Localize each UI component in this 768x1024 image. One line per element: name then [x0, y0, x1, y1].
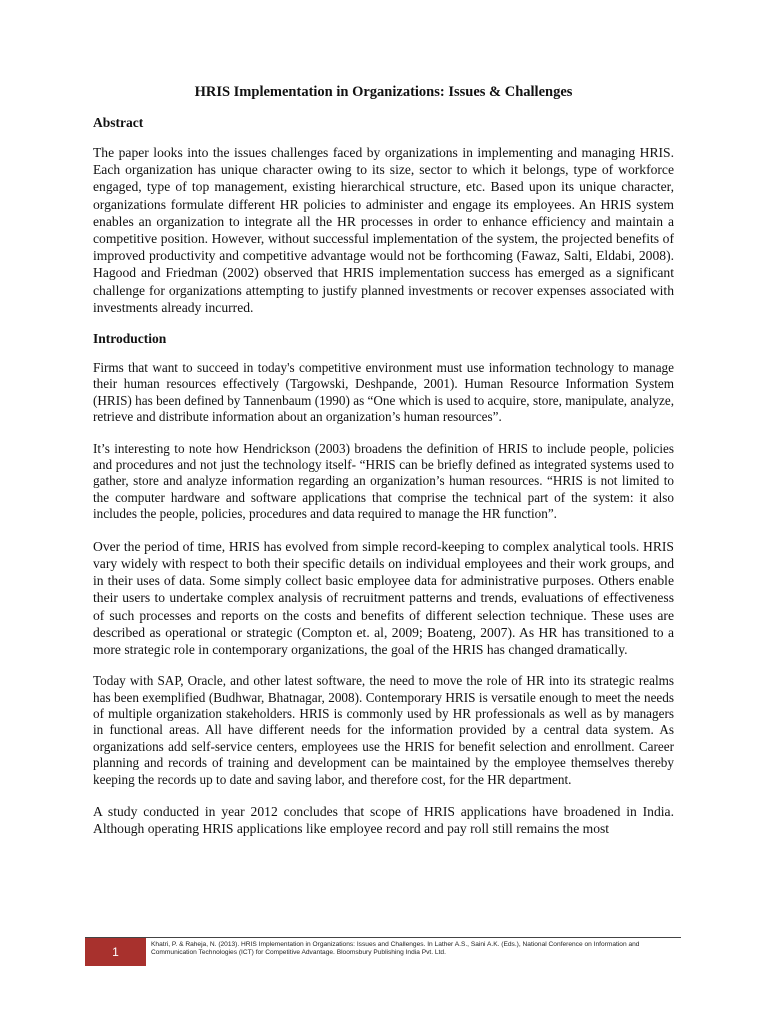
intro-paragraph-2: It’s interesting to note how Hendrickson (2003) broadens the definition of HRIS to include people, policies and procedures and not just the technology itself- “HRIS can be briefly defined as integrated systems used to gather, store and analyze information regarding an organization’s human resources. “HRIS is not limited to the computer hardware and software applications that comprise the technical part of the system: it also includes the people, policies, procedures and data required to manage the HR function”. [93, 440, 674, 522]
intro-paragraph-1: Firms that want to succeed in today's competitive environment must use information technology to manage their human resources effectively (Targowski, Deshpande, 2001). Human Resource Information System (HRIS) has been defined by Tannenbaum (1990) as “One which is used to acquire, store, manipulate, analyze, retrieve and distribute information about an organization’s human resources”. [93, 360, 674, 425]
intro-paragraph-4: Today with SAP, Oracle, and other latest software, the need to move the role of HR into its strategic realms has been exemplified (Budhwar, Bhatnagar, 2008). Contemporary HRIS is versatile enough to meet the needs of multiple organization stakeholders. HRIS is commonly used by HR professionals as well as by managers in functional areas. All have different needs for the information provided by a central data system. As organizations add self-service centers, employees use the HRIS for benefit selection and enrollment. Career planning and records of training and development can be maintained by the employee themselves thereby keeping the records up to date and saving labor, and therefore cost, for the HR department. [93, 673, 674, 787]
document-page [93, 84, 674, 852]
page-number-badge: 1 [85, 938, 146, 966]
intro-paragraph-3: Over the period of time, HRIS has evolved from simple record-keeping to complex analytical tools. HRIS vary widely with respect to both their specific details on individual employees and their work groups, and in their uses of data. Some simply collect basic employee data for administrative purposes. Others enable their users to undertake complex analysis of recruitment patterns and trends, evaluations of effectiveness of such processes and reports on the costs and benefits of different selection technique. These uses are described as operational or strategic (Compton et. al, 2009; Boateng, 2007). As HR has transitioned to a more strategic role in contemporary organizations, the goal of the HRIS has changed dramatically. [93, 538, 674, 657]
intro-paragraph-5: A study conducted in year 2012 concludes that scope of HRIS applications have broadened in India. Although operating HRIS applications like employee record and pay roll still remains the most [93, 803, 674, 837]
footer-divider [85, 937, 681, 938]
footer-citation: Khatri, P. & Raheja, N. (2013). HRIS Implementation in Organizations: Issues and Challenges. In Lather A.S., Saini A.K. (Eds.), National Conference on Information and Communication Technologies (ICT) for Competitive Advantage. Bloomsbury Publishing India Pvt. Ltd. [151, 941, 640, 957]
abstract-heading: Abstract [93, 115, 144, 130]
paper-title: HRIS Implementation in Organizations: Issues & Challenges [194, 84, 573, 100]
abstract-paragraph: The paper looks into the issues challenges faced by organizations in implementing and managing HRIS. Each organization has unique character owing to its size, sector to which it belongs, type of workforce engaged, type of top management, existing hierarchical structure, etc. Based upon its unique character, organizations formulate different HR policies to administer and engage its employees. An HRIS system enables an organization to integrate all the HR processes in order to enhance efficiency and maintain a competitive position. However, without successful implementation of the system, the projected benefits of improved productivity and competitive advantage would not be forthcoming (Fawaz, Salti, Eldabi, 2008). Hagood and Friedman (2002) observed that HRIS implementation success has emerged as a significant challenge for organizations attempting to justify planned investments or recover expenses associated with investments already incurred. [93, 145, 674, 315]
introduction-heading: Introduction [93, 331, 167, 347]
